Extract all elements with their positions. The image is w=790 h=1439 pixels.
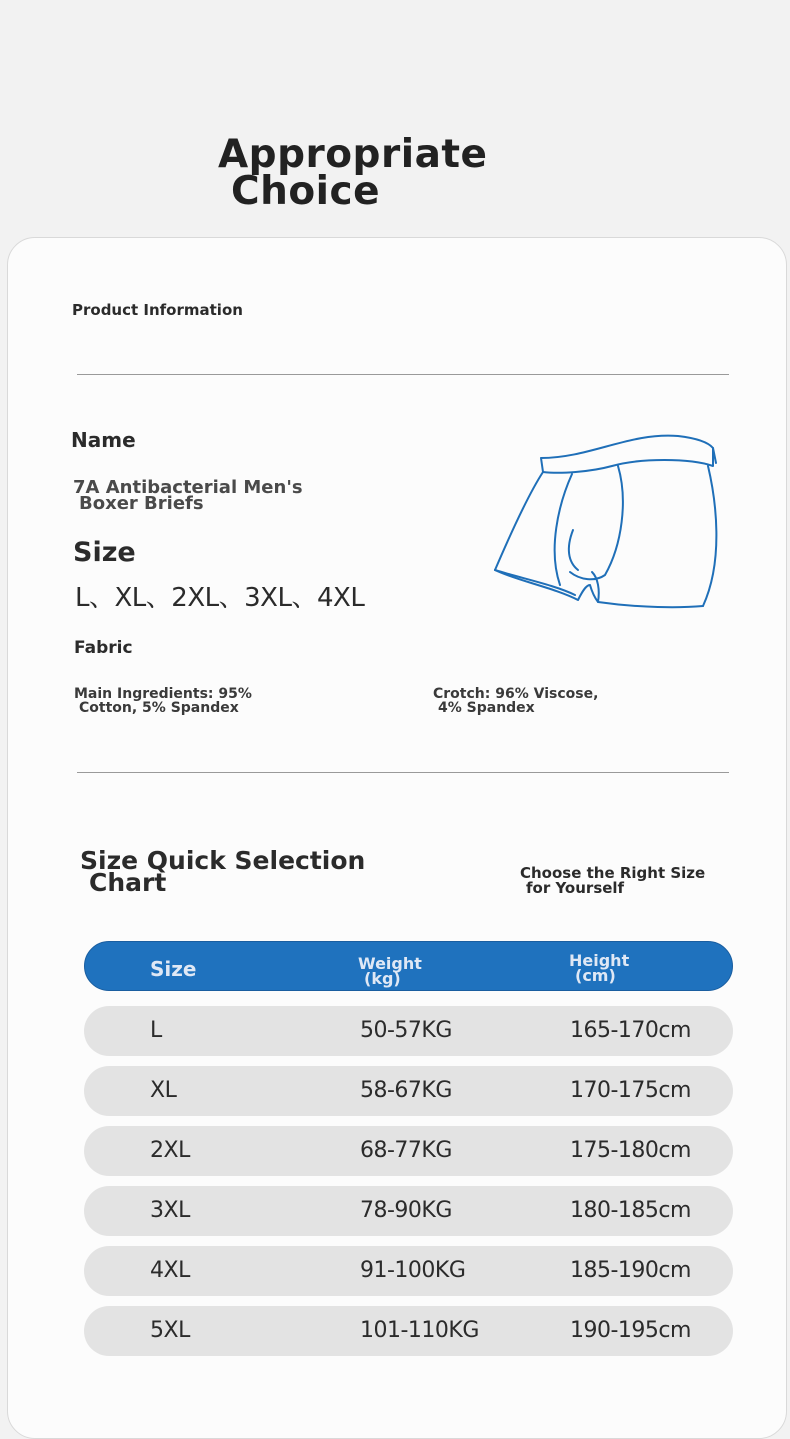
page-title-line2: Choice [231, 169, 381, 214]
boxer-briefs-outline-icon [490, 430, 730, 615]
size-label: Size [73, 537, 136, 568]
size-chart-title [80, 846, 366, 897]
size-chart-subtitle-line2: for Yourself [526, 879, 625, 897]
size-table-header [84, 941, 733, 991]
divider-top [77, 374, 729, 375]
product-name-line1: 7A Antibacterial Men's [73, 477, 303, 498]
row-weight: 91-100KG [360, 1258, 466, 1283]
row-weight: 101-110KG [360, 1318, 479, 1343]
row-size: 3XL [150, 1198, 190, 1223]
name-label: Name [71, 428, 136, 452]
row-height: 185-190cm [570, 1258, 691, 1283]
header-weight-line2: (kg) [364, 969, 401, 988]
table-row [84, 1246, 733, 1296]
header-height-line1: Height [569, 951, 630, 970]
table-row [84, 1186, 733, 1236]
product-name-line2: Boxer Briefs [79, 493, 204, 514]
table-row [84, 1066, 733, 1116]
table-row [84, 1006, 733, 1056]
product-name [73, 477, 303, 514]
page-title-line1: Appropriate [218, 132, 488, 177]
row-height: 170-175cm [570, 1078, 691, 1103]
section-label-product-info: Product Information [72, 301, 243, 319]
row-weight: 68-77KG [360, 1138, 452, 1163]
row-height: 175-180cm [570, 1138, 691, 1163]
table-row [84, 1126, 733, 1176]
size-chart-title-line1: Size Quick Selection [80, 846, 366, 875]
available-sizes: L、XL、2XL、3XL、4XL [75, 583, 365, 613]
table-row [84, 1306, 733, 1356]
header-size: Size [150, 957, 197, 981]
size-chart-subtitle [520, 866, 705, 896]
row-size: 5XL [150, 1318, 190, 1343]
row-weight: 78-90KG [360, 1198, 452, 1223]
row-weight: 50-57KG [360, 1018, 452, 1043]
row-height: 165-170cm [570, 1018, 691, 1043]
fabric-crotch [433, 687, 598, 715]
row-size: 4XL [150, 1258, 190, 1283]
fabric-label: Fabric [74, 638, 133, 658]
page-title [218, 132, 488, 214]
fabric-main-line2: Cotton, 5% Spandex [79, 700, 239, 716]
header-height [569, 953, 629, 983]
fabric-crotch-line2: 4% Spandex [438, 700, 535, 716]
fabric-crotch-line1: Crotch: 96% Viscose, [433, 686, 599, 702]
header-height-line2: (cm) [575, 966, 616, 985]
row-weight: 58-67KG [360, 1078, 452, 1103]
row-height: 180-185cm [570, 1198, 691, 1223]
row-size: XL [150, 1078, 177, 1103]
header-weight-line1: Weight [358, 954, 422, 973]
fabric-main-line1: Main Ingredients: 95% [74, 686, 252, 702]
row-size: 2XL [150, 1138, 190, 1163]
size-chart-title-line2: Chart [89, 868, 167, 897]
fabric-main-ingredients [74, 687, 252, 715]
divider-middle [77, 772, 729, 773]
row-size: L [150, 1018, 162, 1043]
size-chart-subtitle-line1: Choose the Right Size [520, 864, 706, 882]
row-height: 190-195cm [570, 1318, 691, 1343]
header-weight [358, 956, 422, 986]
